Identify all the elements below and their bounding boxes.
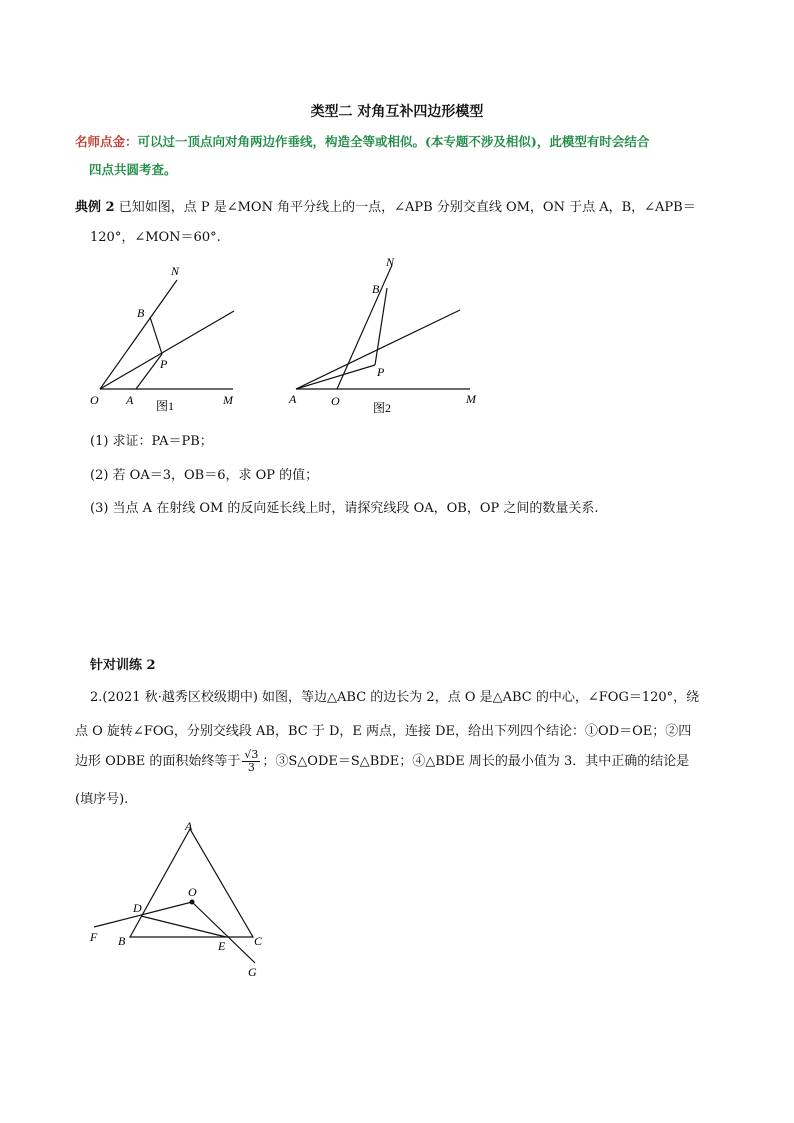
fig3-label-d: D bbox=[133, 901, 142, 915]
fig3-label-c: C bbox=[254, 934, 263, 948]
section-title: 类型二 对角互补四边形模型 bbox=[310, 104, 484, 120]
fig2-label-p: P bbox=[377, 365, 385, 379]
example-line-2: 120°，∠MON＝60°. bbox=[90, 230, 221, 245]
figure-3 bbox=[80, 815, 280, 985]
fig1-label-p: P bbox=[160, 357, 168, 371]
ray-og bbox=[192, 902, 255, 963]
fig1-label-o: O bbox=[90, 393, 99, 407]
tip-line-1 bbox=[75, 128, 755, 156]
tip-text-1: 可以过一顶点向对角两边作垂线，构造全等或相似。(本专题不涉及相似)，此模型有时会结合 bbox=[137, 134, 650, 149]
figure-2 bbox=[282, 250, 482, 418]
fig2-label-o: O bbox=[331, 394, 340, 408]
fig1-label-a: A bbox=[126, 393, 134, 407]
practice-line-3 bbox=[75, 748, 745, 776]
fraction-sqrt3-over-3 bbox=[242, 749, 260, 774]
question-2: (2) 若 OA＝3，OB＝6，求 OP 的值； bbox=[90, 468, 319, 483]
question-1: (1) 求证：PA＝PB； bbox=[90, 434, 213, 449]
fig2-label-n: N bbox=[386, 255, 395, 269]
fig1-caption: 图1 bbox=[156, 399, 175, 413]
practice-line-4: (填序号). bbox=[75, 792, 129, 807]
figure-1 bbox=[80, 258, 260, 418]
fig3-label-o: O bbox=[188, 885, 197, 899]
example-text-1: 已知如图，点 P 是∠MON 角平分线上的一点，∠APB 分别交直线 OM，ON 于点 A，B，∠APB＝ bbox=[118, 200, 696, 215]
triangle-abc bbox=[130, 829, 253, 937]
fig1-label-n: N bbox=[171, 264, 180, 278]
fig3-label-a: A bbox=[185, 819, 193, 833]
fig3-label-e: E bbox=[218, 939, 226, 953]
tip-label: 名师点金： bbox=[75, 134, 138, 149]
segment-de bbox=[141, 916, 226, 937]
tip-line-2: 四点共圆考查。 bbox=[89, 162, 177, 177]
ray-of bbox=[94, 902, 192, 927]
question-3: (3) 当点 A 在射线 OM 的反向延长线上时，请探究线段 OA，OB，OP 之间的数量关系. bbox=[90, 501, 599, 516]
example-label: 典例 2 bbox=[75, 200, 115, 215]
fig2-label-b: B bbox=[372, 282, 380, 296]
bisector-op bbox=[100, 311, 234, 389]
fig1-label-m: M bbox=[223, 393, 233, 407]
fig3-label-b: B bbox=[118, 934, 126, 948]
practice-line-1: 2.(2021 秋·越秀区校级期中) 如图，等边△ABC 的边长为 2，点 O 是△ABC 的中心，∠FOG＝120°，绕 bbox=[90, 690, 700, 705]
fraction-denominator: 3 bbox=[247, 761, 255, 774]
fig2-caption: 图2 bbox=[373, 401, 392, 415]
fig1-label-b: B bbox=[137, 306, 145, 320]
practice-heading: 针对训练 2 bbox=[90, 658, 156, 673]
segment-pa bbox=[296, 365, 375, 389]
practice-text-3a: 边形 ODBE 的面积始终等于 bbox=[75, 754, 241, 769]
example-line-1 bbox=[75, 194, 745, 222]
fig2-label-m: M bbox=[466, 392, 476, 406]
fraction-numerator: √3 bbox=[244, 748, 259, 761]
fig3-label-f: F bbox=[90, 930, 98, 944]
ray-on bbox=[100, 280, 177, 389]
practice-line-2: 点 O 旋转∠FOG，分别交线段 AB，BC 于 D，E 两点，连接 DE，给出下列四个结论：①OD＝OE；②四 bbox=[75, 724, 692, 739]
segment-pa bbox=[136, 354, 162, 389]
practice-text-3b: ；③S△ODE＝S△BDE；④△BDE 周长的最小值为 3．其中正确的结论是 bbox=[262, 754, 690, 769]
segment-bp bbox=[150, 317, 162, 354]
fig3-label-g: G bbox=[248, 965, 257, 979]
fig2-label-a: A bbox=[289, 392, 297, 406]
center-point-o bbox=[190, 900, 195, 905]
